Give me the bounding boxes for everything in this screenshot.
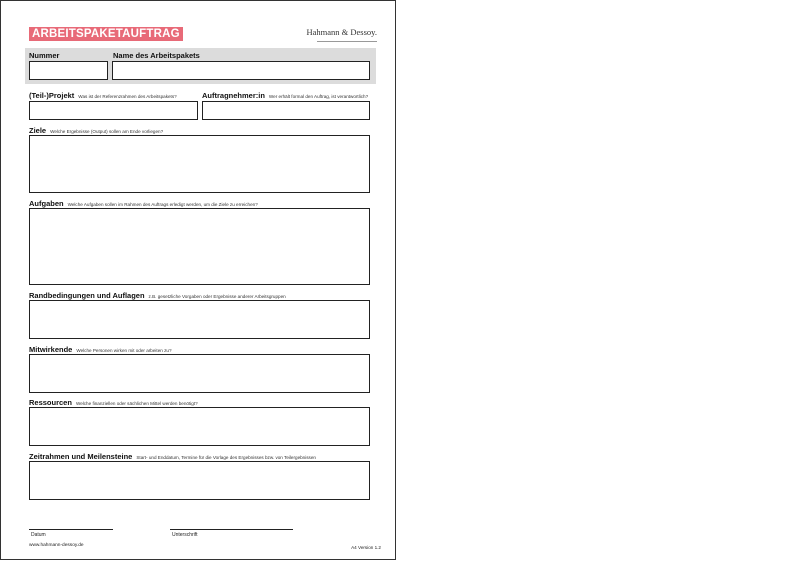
zeitrahmen-label-text: Zeitrahmen und Meilensteine (29, 452, 133, 461)
mitwirkende-label-text: Mitwirkende (29, 345, 73, 354)
aufgaben-label (29, 199, 258, 208)
unterschrift-label: Unterschrift (172, 532, 198, 538)
form-page (0, 0, 396, 560)
nummer-label: Nummer (29, 51, 60, 60)
brand-underline (317, 41, 377, 42)
ziele-hint: Welche Ergebnisse (Output) sollen am Ende vorliegen? (50, 129, 164, 134)
version-label: A4 Version 1.2 (351, 545, 381, 550)
randbedingungen-label-text: Randbedingungen und Auflagen (29, 291, 145, 300)
website-url: www.hahmann-dessoy.de (29, 543, 84, 548)
projekt-label (29, 91, 177, 100)
projekt-field[interactable] (29, 101, 198, 120)
name-label: Name des Arbeitspakets (113, 51, 200, 60)
mitwirkende-field[interactable] (29, 354, 370, 393)
zeitrahmen-hint: Start- und Enddatum, Termine für die Vorlage des Ergebnisses bzw. von Teilergebnissen (136, 455, 316, 460)
auftragnehmer-field[interactable] (202, 101, 370, 120)
zeitrahmen-label (29, 452, 316, 461)
aufgaben-hint: Welche Aufgaben sollen im Rahmen des Auftrags erledigt werden, um die Ziele zu erreichen? (67, 202, 258, 207)
ressourcen-label (29, 398, 198, 407)
randbedingungen-hint: z.B. gesetzliche Vorgaben oder Ergebnisse anderer Arbeitsgruppen (148, 294, 286, 299)
zeitrahmen-field[interactable] (29, 461, 370, 500)
brand-logo: Hahmann & Dessoy. (306, 27, 377, 37)
datum-line[interactable] (29, 529, 113, 530)
aufgaben-label-text: Aufgaben (29, 199, 64, 208)
ressourcen-label-text: Ressourcen (29, 398, 72, 407)
randbedingungen-field[interactable] (29, 300, 370, 339)
nummer-field[interactable] (29, 61, 108, 80)
auftragnehmer-label (202, 91, 368, 100)
randbedingungen-label (29, 291, 286, 300)
projekt-label-text: (Teil-)Projekt (29, 91, 75, 100)
unterschrift-line[interactable] (170, 529, 293, 530)
ziele-label-text: Ziele (29, 126, 47, 135)
ressourcen-field[interactable] (29, 407, 370, 446)
auftragnehmer-hint: Wer erhält formal den Auftrag, ist verantwortlich? (268, 94, 369, 99)
ressourcen-hint: Welche finanziellen oder sächlichen Mittel werden benötigt? (75, 401, 198, 406)
mitwirkende-label (29, 345, 172, 354)
form-title: ARBEITSPAKETAUFTRAG (29, 27, 183, 41)
datum-label: Datum (31, 532, 46, 538)
auftragnehmer-label-text: Auftragnehmer:in (202, 91, 265, 100)
ziele-label (29, 126, 163, 135)
aufgaben-field[interactable] (29, 208, 370, 285)
projekt-hint: Was ist der Referenzrahmen des Arbeitspakets? (78, 94, 177, 99)
name-field[interactable] (112, 61, 370, 80)
mitwirkende-hint: Welche Personen wirken mit oder arbeiten zu? (76, 348, 172, 353)
ziele-field[interactable] (29, 135, 370, 193)
